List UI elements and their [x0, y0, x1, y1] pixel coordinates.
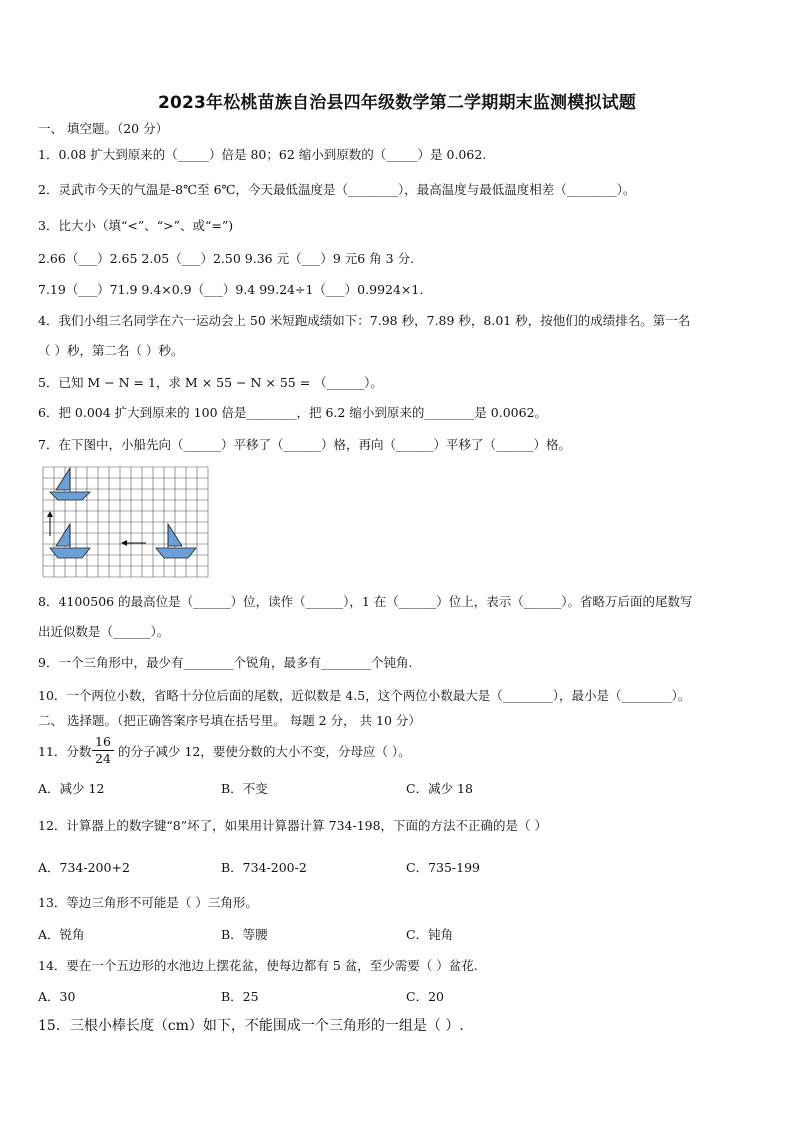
fraction-numerator: 16	[95, 734, 111, 749]
question-11-option-b: B．不变	[221, 781, 268, 796]
question-15: 15．三根小棒长度（cm）如下，不能围成一个三角形的一组是（ ）.	[38, 1018, 464, 1034]
question-8-line-1: 8．4100506 的最高位是（______）位，读作（______），1 在（______）位上，表示（______）。省略万后面的尾数写	[38, 594, 693, 609]
question-3-row-2: 7.19（___）71.9 9.4×0.9（___）9.4 99.24÷1（___）0.9924×1.	[38, 282, 424, 297]
question-11-suffix: 的分子减少 12，要使分数的大小不变，分母应（ ）。	[118, 744, 411, 759]
question-12: 12．计算器上的数字键“8”坏了，如果用计算器计算 734-198，下面的方法不正确的是（ ）	[38, 818, 548, 833]
boat-middle-hull	[50, 548, 90, 558]
boat-top-sail	[56, 468, 70, 490]
question-5: 5．已知 M − N = 1，求 M × 55 − N × 55 = （______）。	[38, 375, 383, 390]
fraction-16-24	[92, 735, 114, 766]
question-11-prefix: 11．分数	[38, 744, 92, 759]
question-3-row-1: 2.66（___）2.65 2.05（___）2.50 9.36 元（___）9 元6 角 3 分.	[38, 251, 415, 266]
section-1-header: 一、 填空题。（20 分）	[38, 121, 169, 136]
question-12-option-c: C．735-199	[406, 860, 481, 875]
exam-title: 2023年松桃苗族自治县四年级数学第二学期期末监测模拟试题	[157, 93, 637, 113]
question-13-option-c: C．钝角	[406, 927, 454, 942]
question-13-option-a: A．锐角	[38, 927, 85, 942]
question-13: 13．等边三角形不可能是（ ）三角形。	[38, 895, 258, 910]
section-2-header: 二、 选择题。（把正确答案序号填在括号里。 每题 2 分， 共 10 分）	[38, 713, 421, 728]
question-2: 2．灵武市今天的气温是-8℃至 6℃，今天最低温度是（________），最高温度与最低温度相差（________）。	[38, 182, 636, 197]
question-14-option-a: A．30	[38, 989, 76, 1004]
question-3: 3．比大小（填“<”、“>”、或“=”)	[38, 218, 234, 233]
boat-top-hull	[50, 492, 90, 500]
question-14-option-c: C．20	[406, 989, 444, 1004]
question-14-option-b: B．25	[221, 989, 259, 1004]
question-11-option-a: A．减少 12	[38, 781, 105, 796]
boat-right-hull	[156, 548, 196, 558]
fraction-denominator: 24	[95, 751, 111, 766]
question-11-option-c: C．减少 18	[406, 781, 473, 796]
boat-right	[156, 524, 196, 558]
question-13-option-b: B．等腰	[221, 927, 268, 942]
question-14: 14．要在一个五边形的水池边上摆花盆，使每边都有 5 盆，至少需要（ ）盆花.	[38, 958, 478, 973]
boat-translation-figure	[42, 466, 212, 584]
question-1: 1．0.08 扩大到原来的（_____）倍是 80；62 缩小到原数的（_____）是 0.062.	[38, 147, 487, 162]
grid-svg	[42, 466, 212, 580]
boat-middle-sail	[56, 524, 70, 546]
question-9: 9．一个三角形中，最少有________个锐角，最多有________个钝角.	[38, 655, 413, 670]
question-12-option-b: B．734-200-2	[221, 860, 307, 875]
question-4-line-2: （ ）秒，第二名（ ）秒。	[38, 343, 184, 358]
question-4-line-1: 4．我们小组三名同学在六一运动会上 50 米短跑成绩如下：7.98 秒，7.89 秒，8.01 秒，按他们的成绩排名。第一名	[38, 313, 691, 328]
question-10: 10．一个两位小数，省略十分位后面的尾数，近似数是 4.5，这个两位小数最大是（________），最小是（________）。	[38, 688, 691, 703]
question-12-option-a: A．734-200+2	[38, 860, 130, 875]
question-8-line-2: 出近似数是（______）。	[38, 624, 170, 639]
question-6: 6．把 0.004 扩大到原来的 100 倍是________，把 6.2 缩小到原来的________是 0.0062。	[38, 405, 548, 420]
boat-top	[50, 468, 90, 500]
boat-middle	[50, 524, 90, 558]
up-arrow-icon	[47, 511, 53, 536]
question-7: 7．在下图中，小船先向（______）平移了（______）格，再向（______）平移了（______）格。	[38, 437, 571, 452]
